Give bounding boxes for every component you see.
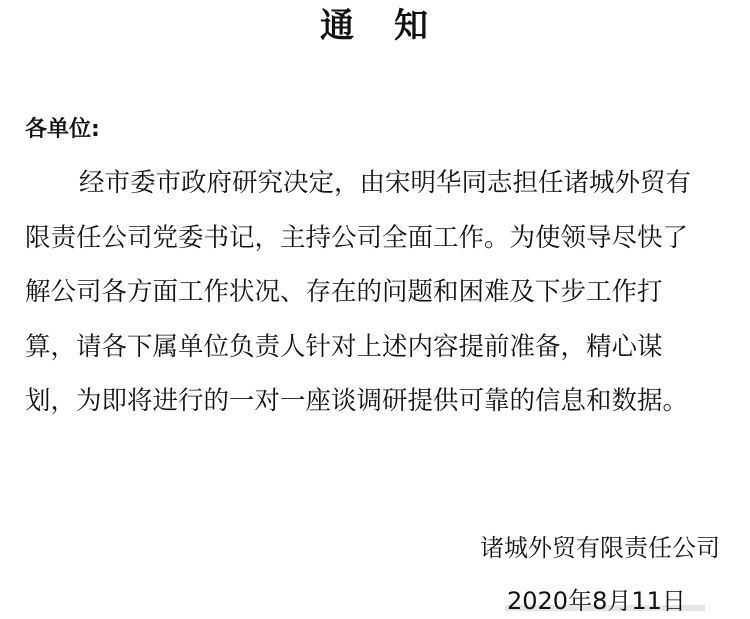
body-line: 经市委市政府研究决定，由宋明华同志担任诸城外贸有	[79, 168, 692, 198]
signature-date: 2020年8月11日	[507, 587, 686, 615]
title-char: 知	[394, 6, 430, 46]
notice-body	[25, 156, 725, 429]
body-line: 划，为即将进行的一对一座谈调研提供可靠的信息和数据。	[25, 386, 689, 416]
document-title	[0, 2, 750, 50]
title-char: 通	[320, 6, 356, 46]
body-line: 算，请各下属单位负责人针对上述内容提前准备，精心谋	[25, 331, 663, 362]
signature-organization: 诸城外贸有限责任公司	[480, 534, 720, 562]
body-line: 限责任公司党委书记，主持公司全面工作。为使领导尽快了	[25, 222, 689, 253]
body-line: 解公司各方面工作状况、存在的问题和困难及下步工作打	[25, 277, 663, 307]
salutation: 各单位:	[25, 117, 100, 142]
